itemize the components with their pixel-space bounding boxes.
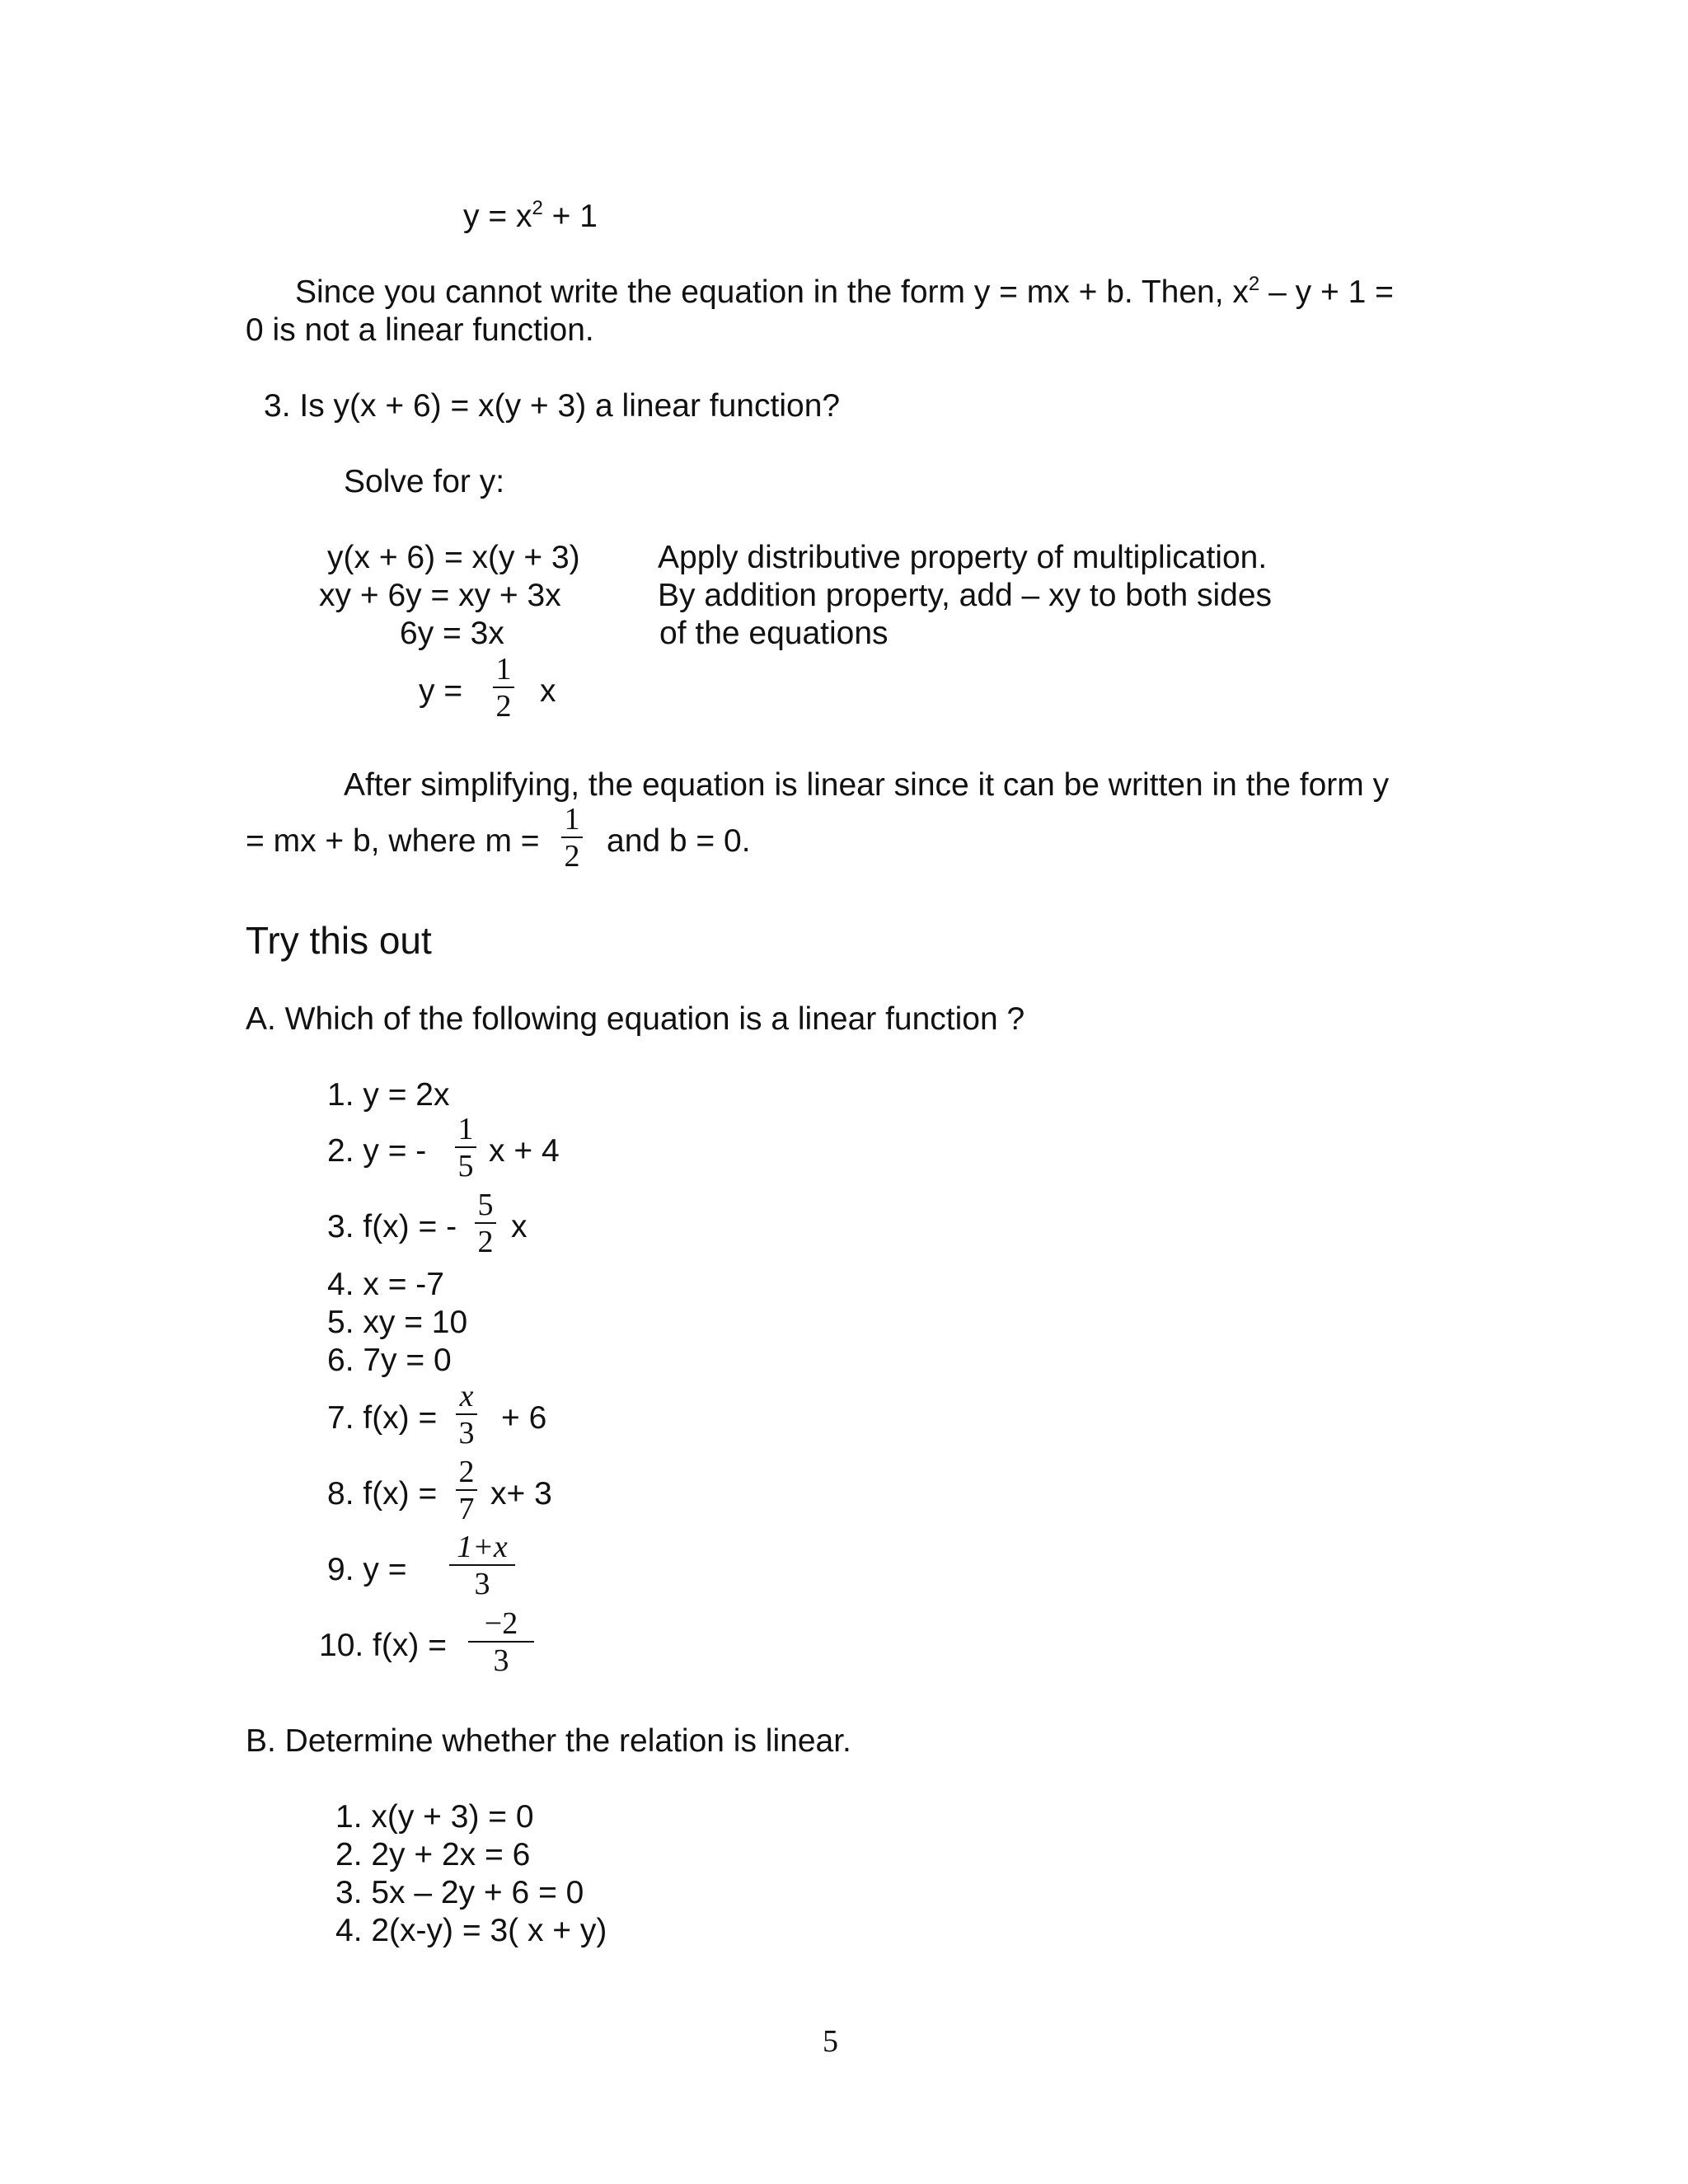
step-4-fraction [493, 654, 514, 722]
step-4-left: y = [419, 673, 463, 709]
a-item-8-pre: 8. f(x) = [327, 1476, 438, 1511]
a-item-9-fraction [449, 1531, 515, 1600]
fraction-bar [493, 687, 514, 688]
b-item-4: 4. 2(x-y) = 3( x + y) [335, 1913, 607, 1948]
note-3: of the equations [659, 616, 889, 651]
after-line-2-pre: = mx + b, where m = [246, 823, 540, 859]
a-item-8-post: x+ 3 [490, 1476, 552, 1511]
step-1: y(x + 6) = x(y + 3) [327, 540, 580, 575]
b-item-3: 3. 5x – 2y + 6 = 0 [335, 1875, 584, 1910]
fraction-denominator: 7 [458, 1492, 475, 1526]
a-item-7-fraction [456, 1380, 477, 1449]
a-item-10-fraction [468, 1608, 534, 1676]
top-equation [463, 197, 598, 234]
a-item-4: 4. x = -7 [327, 1267, 444, 1302]
fraction-denominator: 3 [474, 1567, 490, 1601]
a-item-9-pre: 9. y = [327, 1552, 407, 1587]
since-text: Since you cannot write the equation in the form y = mx + b. Then, x [295, 274, 1249, 310]
fraction-denominator: 2 [477, 1225, 494, 1259]
fraction-numerator: −2 [484, 1606, 518, 1641]
fraction-bar [456, 1489, 477, 1491]
top-equation-exponent: 2 [532, 197, 543, 219]
fraction-numerator: 2 [458, 1455, 475, 1489]
fraction-numerator: 1 [564, 802, 580, 837]
part-a-prompt: A. Which of the following equation is a linear function ? [246, 1001, 1025, 1037]
part-b-prompt: B. Determine whether the relation is linear. [246, 1723, 851, 1759]
a-item-10-pre: 10. f(x) = [319, 1628, 447, 1663]
fraction-bar [455, 1146, 476, 1148]
fraction-bar [449, 1564, 515, 1566]
top-equation-base: y = x [463, 199, 532, 234]
fraction-bar [456, 1413, 477, 1415]
fraction-denominator: 3 [493, 1643, 509, 1678]
a-item-3-post: x [511, 1209, 528, 1244]
step-3: 6y = 3x [400, 616, 504, 651]
page-number: 5 [823, 2024, 838, 2059]
fraction-numerator: 1 [495, 652, 512, 687]
note-1: Apply distributive property of multiplication. [658, 540, 1268, 575]
fraction-bar [561, 837, 583, 838]
after-line-1: After simplifying, the equation is linear since it can be written in the form y [344, 767, 1390, 803]
a-item-5: 5. xy = 10 [327, 1305, 468, 1340]
after-line-2-post: and b = 0. [607, 823, 751, 859]
b-item-1: 1. x(y + 3) = 0 [335, 1799, 534, 1835]
since-exponent: 2 [1248, 273, 1260, 295]
top-equation-tail: + 1 [542, 199, 598, 234]
try-heading: Try this out [246, 919, 432, 962]
solve-for-label: Solve for y: [344, 464, 505, 499]
a-item-7-pre: 7. f(x) = [327, 1400, 438, 1436]
step-2: xy + 6y = xy + 3x [319, 578, 561, 613]
question-3: 3. Is y(x + 6) = x(y + 3) a linear function? [264, 388, 841, 424]
a-item-8-fraction [456, 1456, 477, 1525]
since-paragraph-line1 [295, 273, 1394, 310]
a-item-7-post: + 6 [501, 1400, 547, 1436]
fraction-bar [475, 1222, 496, 1224]
step-4-right: x [540, 673, 556, 709]
since-paragraph-line2: 0 is not a linear function. [246, 312, 594, 348]
a-item-6: 6. 7y = 0 [327, 1343, 452, 1378]
fraction-denominator: 5 [457, 1149, 474, 1183]
a-item-2-pre: 2. y = - [327, 1133, 427, 1169]
fraction-denominator: 2 [495, 689, 512, 724]
fraction-bar [468, 1641, 534, 1643]
fraction-numerator: 1 [457, 1112, 474, 1146]
b-item-2: 2. 2y + 2x = 6 [335, 1837, 531, 1872]
after-fraction [561, 804, 583, 872]
fraction-numerator: x [459, 1379, 474, 1413]
a-item-2-fraction [455, 1113, 476, 1182]
fraction-denominator: 2 [564, 839, 580, 874]
fraction-denominator: 3 [458, 1416, 475, 1451]
fraction-numerator: 1+x [457, 1530, 508, 1564]
a-item-3-fraction [475, 1189, 496, 1258]
a-item-3-pre: 3. f(x) = - [327, 1209, 457, 1244]
note-2: By addition property, add – xy to both sides [658, 578, 1273, 613]
since-tail: – y + 1 = [1259, 274, 1394, 310]
a-item-2-post: x + 4 [489, 1133, 560, 1169]
fraction-numerator: 5 [477, 1188, 494, 1222]
a-item-1: 1. y = 2x [327, 1077, 450, 1113]
